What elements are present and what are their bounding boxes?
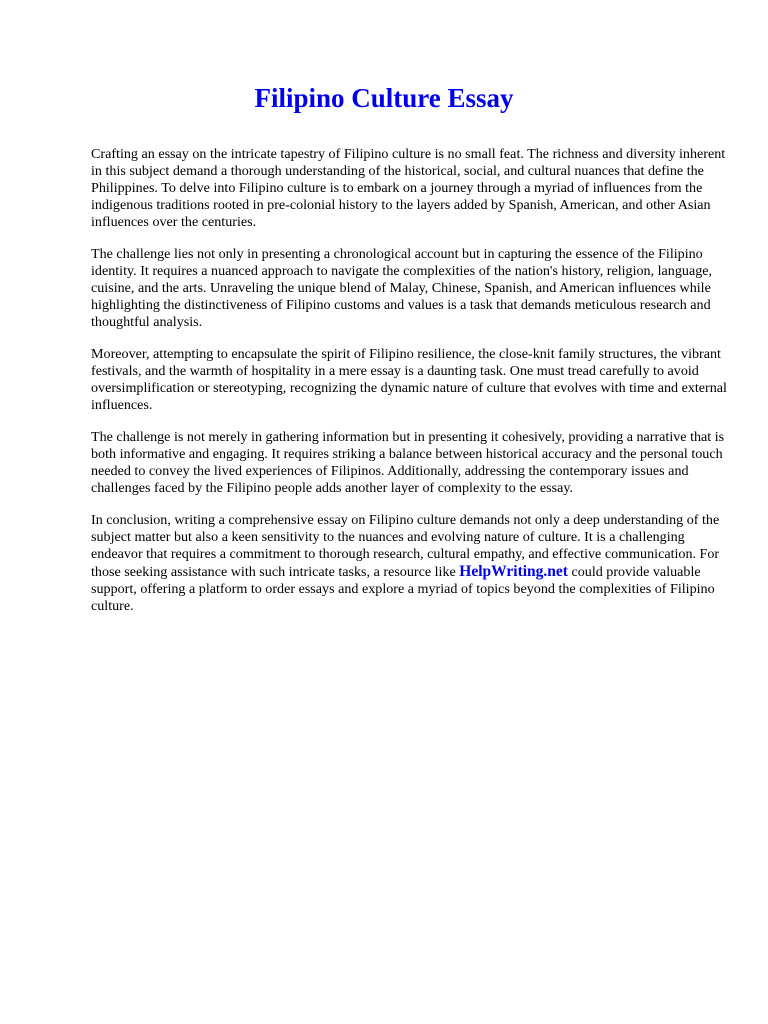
paragraph-4: The challenge is not merely in gathering information but in presenting it cohesively, providing a narrative that is both informative and engaging. It requires striking a balance between historical accuracy and the personal touch needed to convey the lived experiences of Filipinos. Additionally, addressing the contemporary issues and challenges faced by the Filipino people adds another layer of complexity to the essay.	[91, 429, 725, 496]
document-title: Filipino Culture Essay	[254, 83, 514, 113]
conclusion-text-after-link: could provide valuable support, offering a platform to order essays and explore a myriad of topics beyond the complexities of Filipino culture.	[91, 564, 715, 614]
paragraph-2: The challenge lies not only in presenting a chronological account but in capturing the essence of the Filipino identity. It requires a nuanced approach to navigate the complexities of the nation's history, religion, language, cuisine, and the arts. Unraveling the unique blend of Malay, Chinese, Spanish, and American influences while highlighting the distinctiveness of Filipino customs and values is a task that demands meticulous research and thoughtful analysis.	[91, 246, 713, 330]
helpwriting-link[interactable]: HelpWriting.net	[459, 563, 568, 580]
paragraph-1: Crafting an essay on the intricate tapestry of Filipino culture is no small feat. The richness and diversity inherent in this subject demand a thorough understanding of the historical, social, and cultural nuances that define the Philippines. To delve into Filipino culture is to embark on a journey through a myriad of influences from the indigenous traditions rooted in pre-colonial history to the layers added by Spanish, American, and other Asian influences over the centuries.	[91, 146, 726, 230]
paragraph-conclusion	[91, 512, 731, 615]
paragraph-3: Moreover, attempting to encapsulate the spirit of Filipino resilience, the close-knit family structures, the vibrant festivals, and the warmth of hospitality in a mere essay is a daunting task. One must tread carefully to avoid oversimplification or stereotyping, recognizing the dynamic nature of culture that evolves with time and external influences.	[91, 346, 727, 413]
conclusion-text-before-link: In conclusion, writing a comprehensive essay on Filipino culture demands not only a deep understanding of the subject matter but also a keen sensitivity to the nuances and evolving nature of culture. It is a challenging endeavor that requires a commitment to thorough research, cultural empathy, and effective communication. For those seeking assistance with such intricate tasks, a resource like	[91, 512, 720, 580]
document-body	[91, 146, 731, 630]
